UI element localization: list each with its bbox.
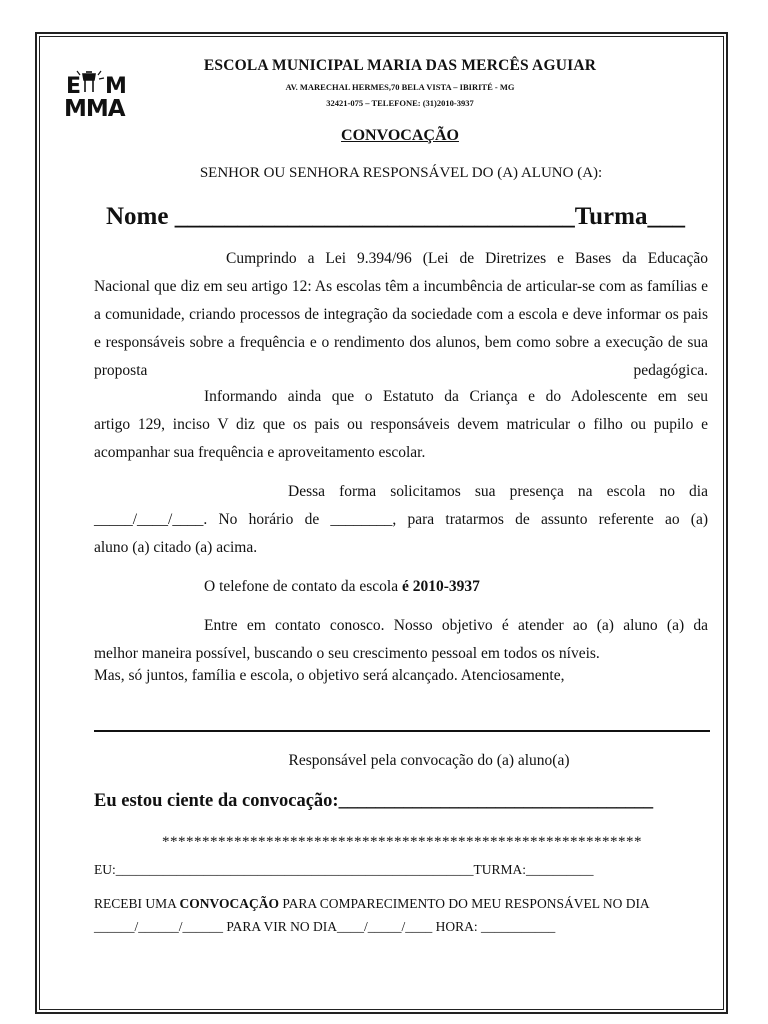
contact-line xyxy=(204,578,480,596)
svg-text:M: M xyxy=(105,74,127,99)
school-name: ESCOLA MUNICIPAL MARIA DAS MERCÊS AGUIAR xyxy=(203,57,597,74)
greeting: SENHOR OU SENHORA RESPONSÁVEL DO (A) ALUNO (A): xyxy=(199,165,603,181)
slip-date-line[interactable]: ______/______/______ PARA VIR NO DIA____/_____/____ HORA: ___________ xyxy=(94,919,556,934)
paragraph-closing xyxy=(94,612,708,684)
turma-label: Turma xyxy=(574,203,648,230)
svg-text:E: E xyxy=(66,74,82,99)
school-phone: 32421-075 – TELEFONE: (31)2010-3937 xyxy=(326,98,474,108)
paragraph-request-line1: Dessa forma solicitamos sua presença na escola no dia xyxy=(288,483,708,500)
document-title: CONVOCAÇÃO xyxy=(341,127,459,144)
name-field-row[interactable] xyxy=(106,203,726,231)
contact-phone: é 2010-3937 xyxy=(401,578,480,595)
slip-name-turma-line[interactable]: EU:_____________________________________________________TURMA:__________ xyxy=(94,862,594,877)
signature-caption: Responsável pela convocação do (a) aluno(a) xyxy=(288,752,570,769)
paragraph-law xyxy=(94,245,708,385)
paragraph-closing-line1: Entre em contato conosco. Nosso objetivo é atender ao (a) aluno (a) da xyxy=(204,617,708,634)
paragraph-law-line1: Cumprindo a Lei 9.394/96 (Lei de Diretrizes e Bases da Educação xyxy=(226,250,708,267)
turma-blank[interactable]: ___ xyxy=(647,203,685,230)
slip-received-line xyxy=(94,896,650,912)
paragraph-request-line2: _____/____/____. No horário de ________, para tratarmos de assunto referente ao (a) xyxy=(94,511,708,528)
slip-received-prefix: RECEBI UMA xyxy=(94,896,180,911)
paragraph-request-line3: aluno (a) citado (a) acima. xyxy=(94,539,258,556)
paragraph-closing-line3: Mas, só juntos, família e escola, o objetivo será alcançado. Atenciosamente, xyxy=(94,667,565,684)
svg-text:MMA: MMA xyxy=(64,96,125,118)
paragraph-closing-line2: melhor maneira possível, buscando o seu crescimento pessoal em todos os níveis. xyxy=(94,645,600,662)
paragraph-eca-line1: Informando ainda que o Estatuto da Criança e do Adolescente em seu xyxy=(204,388,708,405)
cut-separator: ************************************************************ xyxy=(162,834,642,850)
paragraph-eca-body: artigo 129, inciso V diz que os pais ou responsáveis devem matricular o filho ou pupilo e acompanhar sua frequência e aproveitamento escolar. xyxy=(94,416,708,461)
slip-received-bold: CONVOCAÇÃO xyxy=(179,896,279,911)
nome-blank[interactable]: ________________________________ xyxy=(174,203,575,230)
paragraph-request xyxy=(94,478,708,562)
paragraph-eca xyxy=(94,383,708,467)
nome-label: Nome xyxy=(106,203,169,230)
school-address: AV. MARECHAL HERMES,70 BELA VISTA – IBIRITÉ - MG xyxy=(285,82,515,92)
acknowledgement-field[interactable]: Eu estou ciente da convocação:__________________________________ xyxy=(94,791,654,811)
paragraph-law-body: Nacional que diz em seu artigo 12: As escolas têm a incumbência de articular-se com as famílias e a comunidade, criando processos de integração da sociedade com a escola e deve informar os pais e responsáveis sobre a frequência e o rendimento dos alunos, bem como sobre a execução de sua proposta pedagógica. xyxy=(94,278,708,379)
signature-line[interactable] xyxy=(94,730,710,732)
contact-text: O telefone de contato da escola xyxy=(204,578,402,595)
slip-received-suffix: PARA COMPARECIMENTO DO MEU RESPONSÁVEL NO DIA xyxy=(279,896,650,911)
school-logo xyxy=(64,70,142,118)
